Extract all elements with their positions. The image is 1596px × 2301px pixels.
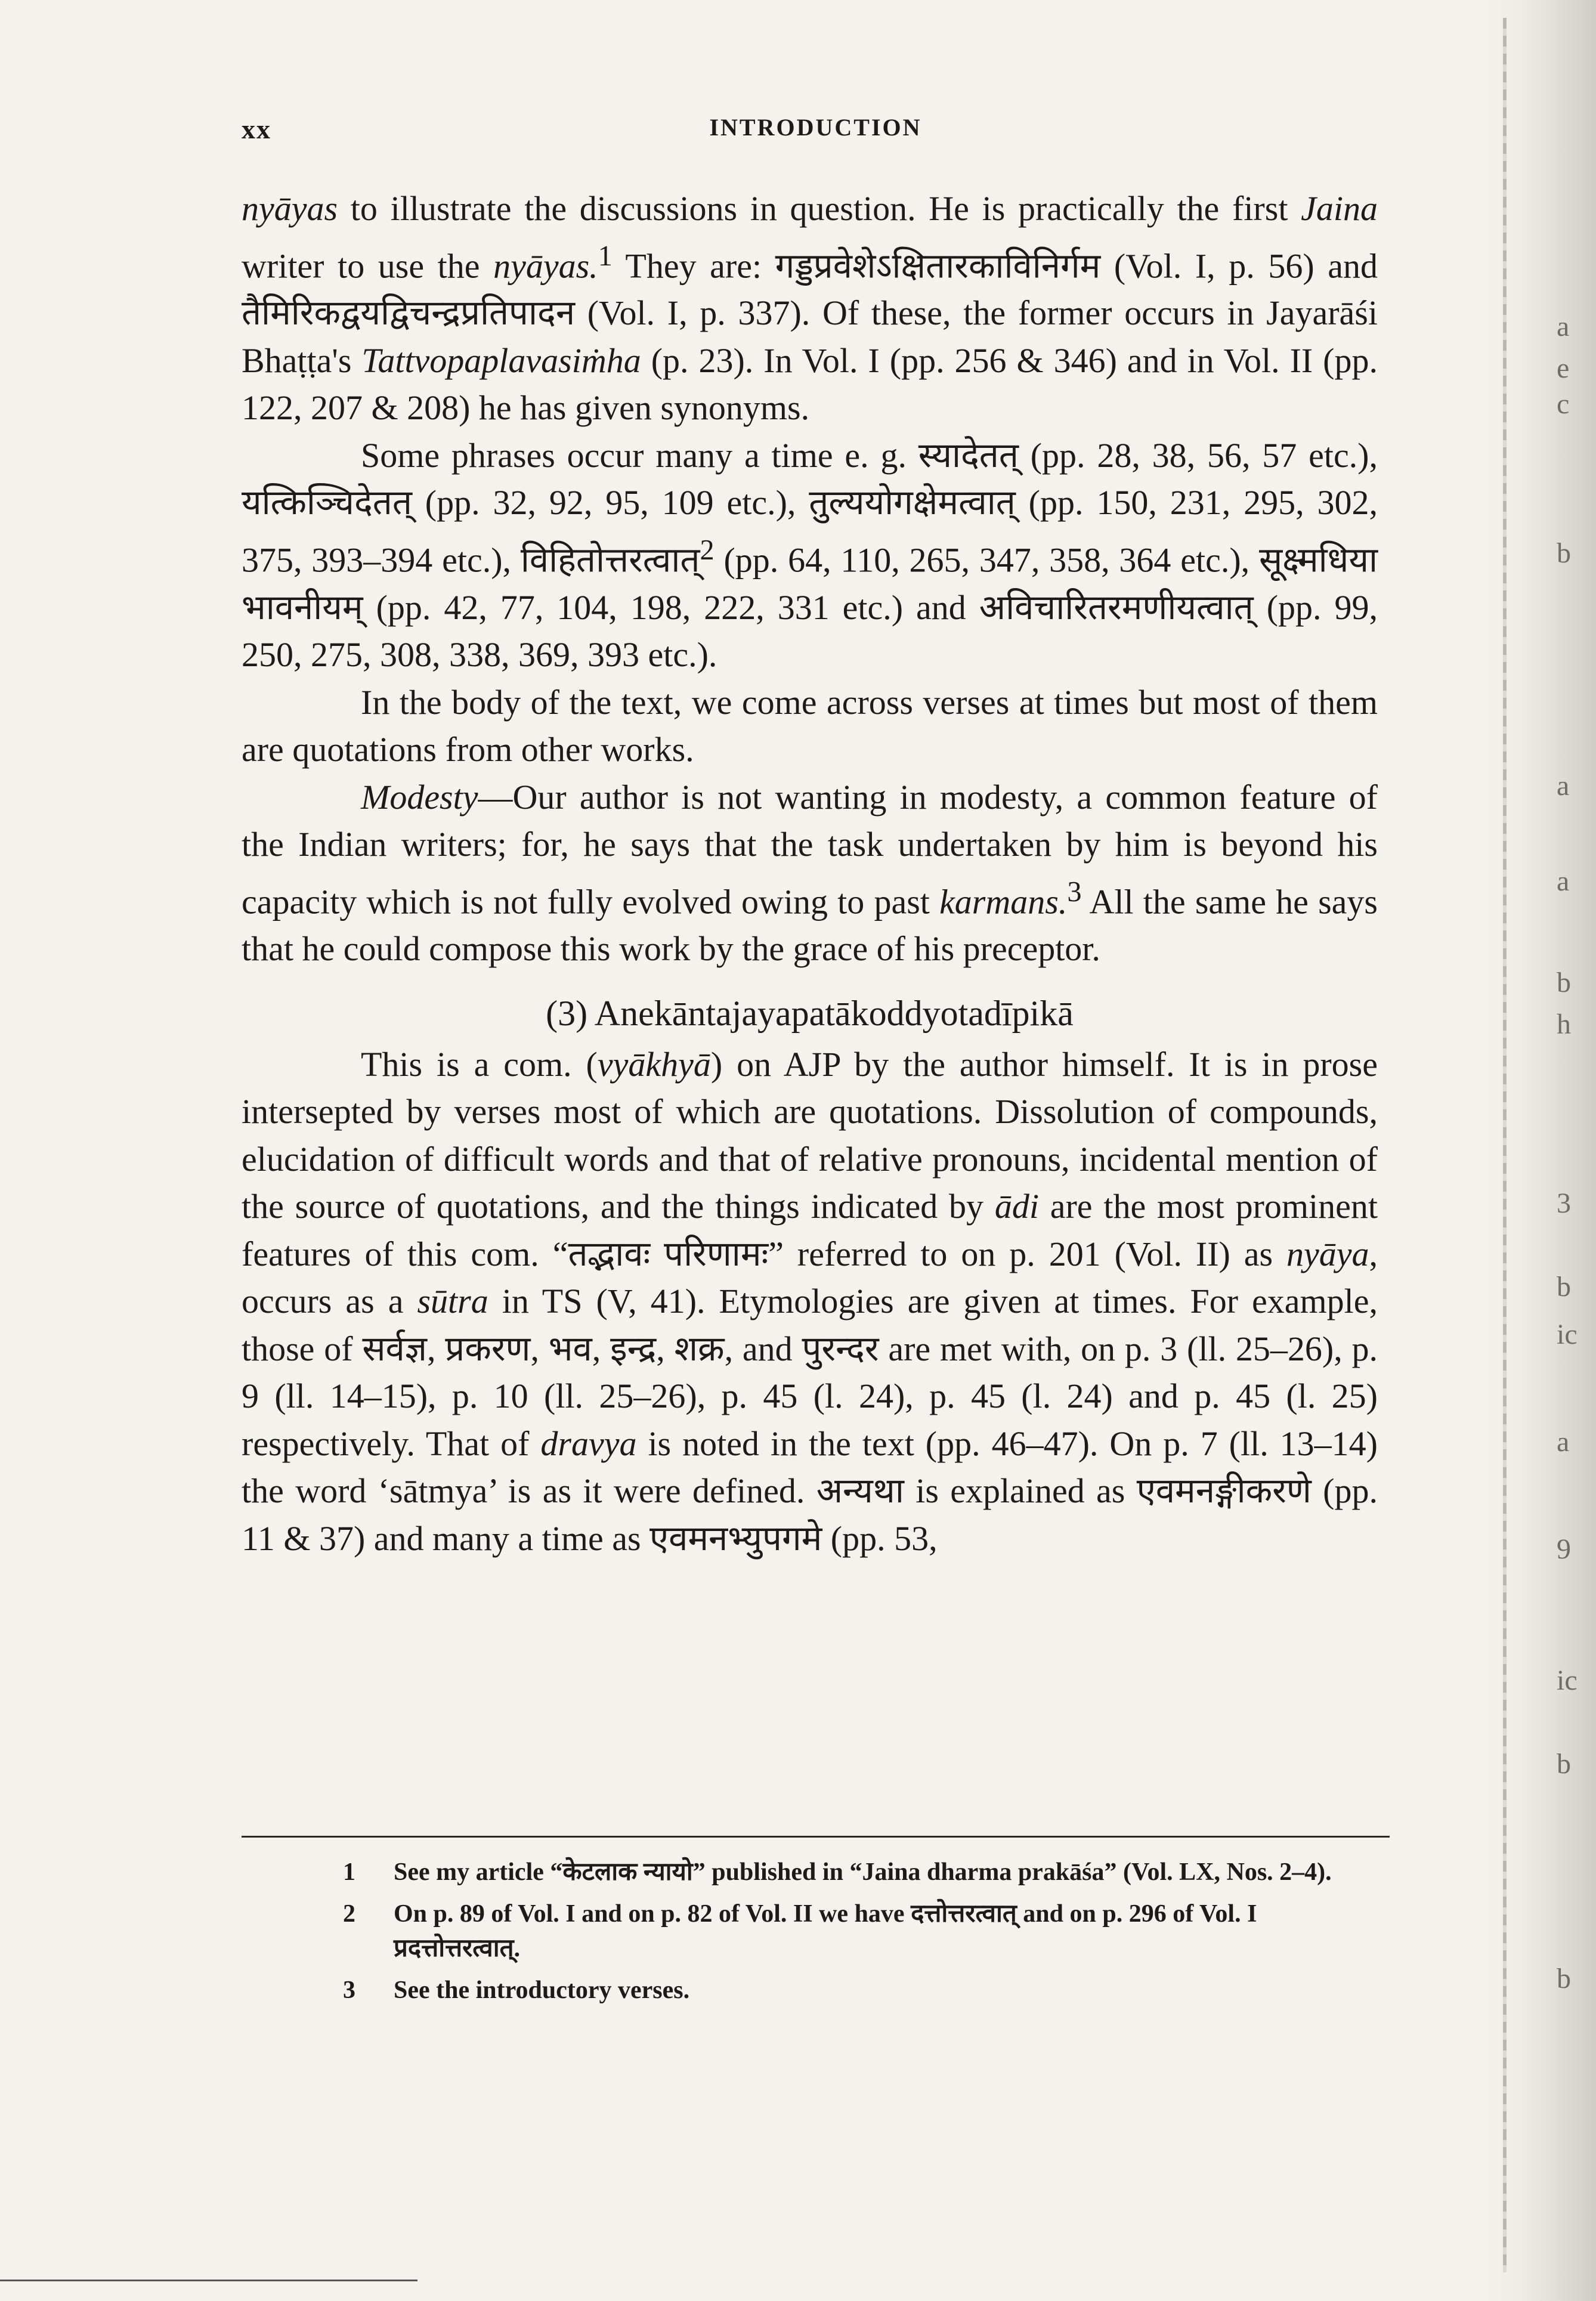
text-run: (Vol. I, p. 337). Of these, the former occurs in Jayarāśi Bhaṭṭa's: [242, 293, 1378, 380]
sanskrit-phrase: तैमिरिकद्वयद्विचन्द्रप्रतिपादन: [242, 293, 576, 333]
sanskrit-phrase: स्यादेतत्: [918, 435, 1019, 475]
scan-bottom-edge: [0, 2280, 417, 2281]
footnote-ref: 2: [700, 534, 715, 566]
sanskrit-phrase: सर्वज्ञ, प्रकरण, भव, इन्द्र, शक्र,: [362, 1329, 734, 1368]
sanskrit-phrase: दत्तोत्तरत्वात्: [911, 1900, 1017, 1928]
text-run: (pp. 32, 92, 95, 109 etc.),: [412, 483, 809, 522]
bleed-through-char: b: [1557, 537, 1571, 569]
italic-term: ādi: [994, 1187, 1039, 1226]
running-title: INTRODUCTION: [709, 114, 922, 141]
paragraph-3: In the body of the text, we come across verses at times but most of them are quotations from other works.: [242, 682, 1378, 769]
footnote-number: 3: [343, 1977, 355, 2004]
paragraph-2: [242, 432, 1378, 679]
bleed-through-char: ic: [1557, 1319, 1578, 1350]
sanskrit-phrase: प्रदत्तोत्तरत्वात्.: [394, 1935, 521, 1962]
text-run: in TS (V, 41). Etymologies are given at times. For example, those of: [242, 1282, 1378, 1368]
text-run: This is a com. (: [361, 1044, 598, 1084]
text-run: —Our author is not wanting in modesty, a common feature of the Indian writers; for, he says that the task undertaken by him is beyond his capacity which is not fully evolved owing to past: [242, 777, 1378, 921]
main-text: [242, 185, 1378, 1562]
footnote-ref: 1: [598, 240, 613, 272]
bleed-through-char: c: [1557, 388, 1570, 420]
bleed-through-char: a: [1557, 1426, 1570, 1458]
binding-margin: [1479, 0, 1596, 2301]
page-number: xx: [242, 114, 271, 144]
paragraph-1: [242, 185, 1378, 432]
sanskrit-phrase: गड्डप्रवेशेऽक्षितारकाविनिर्गम: [775, 246, 1101, 285]
running-header: [242, 113, 1390, 155]
text-run: All the same he says that he could compose this work by the grace of his preceptor.: [242, 882, 1378, 969]
bleed-through-char: b: [1557, 967, 1571, 998]
text-run: , occurs as a: [242, 1234, 1378, 1321]
sanskrit-phrase: केटलाक न्यायो: [562, 1858, 693, 1886]
text-run: (pp. 53,: [822, 1518, 938, 1558]
text-run: (pp. 150, 231, 295, 302, 375, 393–394 etc.),: [242, 483, 1378, 580]
bleed-through-char: a: [1557, 311, 1570, 342]
bleed-through-char: b: [1557, 1748, 1571, 1780]
bleed-through-char: 9: [1557, 1533, 1571, 1565]
page-edge-shadow: [1503, 18, 1507, 2272]
text-run: are the most prominent features of this com. “: [242, 1187, 1378, 1273]
sanskrit-phrase: तुल्ययोगक्षेमत्वात्: [809, 483, 1016, 522]
sanskrit-phrase: पुरन्दर: [802, 1329, 879, 1368]
bleed-through-char: a: [1557, 865, 1570, 897]
italic-term: Modesty: [361, 777, 478, 817]
text-run: and on p. 296 of Vol. I: [1016, 1900, 1257, 1928]
footnote-3: [242, 1973, 1390, 2008]
text-run: is noted in the text (pp. 46–47). On p. 7 (ll. 13–14) the word ‘sātmya’ is as it were defined.: [242, 1424, 1378, 1511]
text-run: See the introductory verses.: [394, 1977, 690, 2004]
italic-term: vyākhyā: [597, 1044, 711, 1084]
bleed-through-char: b: [1557, 1963, 1571, 1994]
bleed-through-char: ic: [1557, 1665, 1578, 1696]
text-run: See my article “: [394, 1858, 563, 1886]
text-run: They are:: [612, 246, 775, 285]
text-run: and: [733, 1329, 802, 1368]
text-run: (pp. 99, 250, 275, 308, 338, 369, 393 etc.).: [242, 587, 1378, 675]
text-run: (pp. 11 & 37) and many a time as: [242, 1471, 1378, 1558]
text-run: On p. 89 of Vol. I and on p. 82 of Vol. II we have: [394, 1900, 911, 1928]
sanskrit-phrase: एवमनङ्गीकरणे: [1136, 1471, 1312, 1511]
text-run: to illustrate the discussions in question. He is practically the first: [338, 189, 1301, 228]
paragraph-4: [242, 774, 1378, 973]
bleed-through-char: 3: [1557, 1187, 1571, 1219]
bleed-through-char: a: [1557, 770, 1570, 802]
italic-term: Tattvopaplavasiṁha: [361, 341, 641, 380]
footnote-2: [242, 1897, 1390, 1966]
text-run: ) on AJP by the author himself. It is in prose intersepted by verses most of which are quotations. Dissolution of compounds, elucidation of difficult words and that of relative pronouns, incidental mention of the source of quotations, and the things indicated by: [242, 1044, 1378, 1226]
text-run: are met with, on p. 3 (ll. 25–26), p. 9 (ll. 14–15), p. 10 (ll. 25–26), p. 45 (l. 24), p. 45 (l. 24) and p. 45 (l. 25) respectively. That of: [242, 1329, 1378, 1463]
sanskrit-phrase: विहितोत्तरत्वात्: [520, 540, 700, 580]
italic-term: Jaina: [1301, 189, 1378, 228]
footnote-1: [242, 1855, 1390, 1889]
section-heading: (3) Anekāntajayapatākoddyotadīpikā: [546, 993, 1074, 1033]
sanskrit-phrase: एवमनभ्युपगमे: [649, 1518, 822, 1558]
text-run: ” referred to on p. 201 (Vol. II) as: [768, 1234, 1286, 1273]
footnote-rule: [242, 1836, 1390, 1838]
text-run: ” published in “Jaina dharma prakāśa” (Vol. LX, Nos. 2–4).: [692, 1858, 1332, 1886]
paragraph-5: [242, 1041, 1378, 1563]
italic-term: karmans.: [939, 882, 1068, 921]
text-run: writer to use the: [242, 246, 494, 285]
italic-term: dravya: [540, 1424, 637, 1463]
sanskrit-phrase: सूक्ष्मधिया भावनीयम्: [242, 540, 1378, 627]
sanskrit-phrase: तद्भावः परिणामः: [568, 1234, 769, 1273]
text-run: is explained as: [904, 1471, 1137, 1511]
footnote-number: 1: [343, 1858, 355, 1886]
bleed-through-char: h: [1557, 1009, 1571, 1040]
italic-term: sūtra: [417, 1282, 488, 1321]
sanskrit-phrase: अविचारितरमणीयत्वात्: [979, 587, 1254, 627]
italic-term: nyāyas: [242, 189, 338, 228]
text-run: (pp. 42, 77, 104, 198, 222, 331 etc.) and: [363, 587, 979, 627]
bleed-through-char: b: [1557, 1271, 1571, 1303]
footnotes: [242, 1855, 1390, 2015]
text-run: (pp. 64, 110, 265, 347, 358, 364 etc.),: [714, 540, 1259, 580]
footnote-ref: 3: [1067, 876, 1082, 908]
bleed-through-char: e: [1557, 352, 1570, 384]
text-run: (p. 23). In Vol. I (pp. 256 & 346) and in Vol. II (pp. 122, 207 & 208) he has given synonyms.: [242, 341, 1378, 428]
italic-term: nyāya: [1286, 1234, 1369, 1273]
sanskrit-phrase: अन्यथा: [816, 1471, 904, 1511]
sanskrit-phrase: यत्किञ्चिदेतत्: [242, 483, 412, 522]
text-run: (pp. 28, 38, 56, 57 etc.),: [1018, 435, 1378, 475]
text-run: (Vol. I, p. 56) and: [1100, 246, 1378, 285]
footnote-number: 2: [343, 1900, 355, 1928]
italic-term: nyāyas.: [493, 246, 598, 285]
text-run: Some phrases occur many a time e. g.: [361, 435, 918, 475]
